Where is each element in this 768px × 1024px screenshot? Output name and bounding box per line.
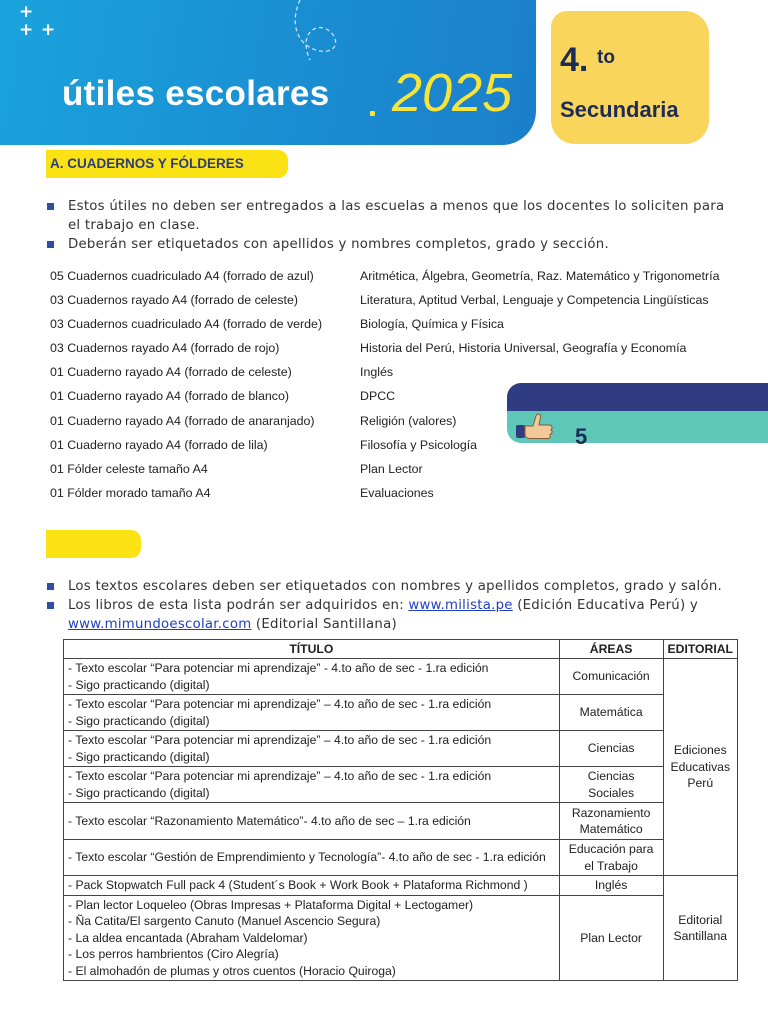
book-title: - Texto escolar “Para potenciar mi aprendizaje” – 4.to año de sec - 1.ra edición <box>68 697 492 711</box>
note-text: (Edición Educativa Perú) y <box>512 598 698 613</box>
section-a-label: A. CUADERNOS Y FÓLDERES <box>50 156 244 171</box>
table-row <box>64 876 738 896</box>
table-row <box>64 659 738 695</box>
section-b-notes <box>46 577 736 634</box>
book-title: - Texto escolar “Para potenciar mi aprendizaje” - 4.to año de sec - 1.ra edición <box>68 661 489 675</box>
note-bullet: Los textos escolares deben ser etiquetados con nombres y apellidos completos, grado y salón. <box>46 577 736 596</box>
book-title: - Texto escolar “Para potenciar mi aprendizaje” – 4.to año de sec - 1.ra edición <box>68 769 492 783</box>
year-label: 2025 <box>392 63 513 123</box>
grade-suffix: to <box>597 47 615 68</box>
plus-icon: + <box>19 20 34 40</box>
book-title: - Pack Stopwatch Full pack 4 (Student´s Book + Work Book + Plataforma Richmond ) <box>68 878 528 892</box>
book-area: Comunicación <box>559 659 663 695</box>
supply-item: 05 Cuadernos cuadriculado A4 (forrado de azul) <box>50 269 314 283</box>
badge-top-band <box>507 383 768 411</box>
book-area: Ciencias <box>559 731 663 767</box>
book-title-cell <box>64 731 560 767</box>
milista-link[interactable]: www.milista.pe <box>408 598 513 613</box>
book-title-cell <box>64 659 560 695</box>
supply-subject: Filosofía y Psicología <box>360 437 478 452</box>
list-item <box>50 459 750 483</box>
grade-level: Secundaria <box>560 97 679 122</box>
supply-item: 01 Fólder celeste tamaño A4 <box>50 461 208 476</box>
plus-icon: + <box>19 2 34 22</box>
book-title-cell <box>64 695 560 731</box>
supply-subject: Inglés <box>360 365 394 380</box>
thumbs-up-icon <box>515 413 555 443</box>
supply-subject: Religión (valores) <box>360 413 457 428</box>
supply-item: 03 Cuadernos rayado A4 (forrado de celeste) <box>50 293 298 308</box>
note-text: Los libros de esta lista podrán ser adquiridos en: <box>68 598 409 613</box>
book-title-cell <box>64 803 560 840</box>
list-item <box>50 266 750 290</box>
book-title: - Sigo practicando (digital) <box>68 785 210 800</box>
badge-count: 5 <box>575 424 588 449</box>
book-title: - Texto escolar “Gestión de Emprendimiento y Tecnología”- 4.to año de sec - 1.ra edición <box>68 850 546 865</box>
book-area: Razonamiento Matemático <box>559 803 663 840</box>
plus-icon: + <box>41 20 56 40</box>
note-bullet: Estos útiles no deben ser entregados a las escuelas a menos que los docentes lo soliciten para el trabajo en clase. <box>46 197 736 235</box>
book-editorial: Editorial Santillana <box>663 876 737 981</box>
note-bullet <box>46 596 736 634</box>
note-text: (Editorial Santillana) <box>251 617 397 632</box>
supply-subject: Plan Lector <box>360 461 423 476</box>
table-row <box>64 895 738 981</box>
book-area: Plan Lector <box>559 895 663 981</box>
book-title: - Sigo practicando (digital) <box>68 677 210 692</box>
rating-badge <box>507 383 768 461</box>
book-title-cell <box>64 767 560 803</box>
supply-item: 01 Cuaderno rayado A4 (forrado de blanco) <box>50 389 290 404</box>
list-item <box>50 290 750 314</box>
book-title-cell <box>64 840 560 876</box>
book-area: Inglés <box>559 876 663 896</box>
book-title-cell <box>64 895 560 981</box>
table-row <box>64 767 738 803</box>
column-header-areas: ÁREAS <box>559 640 663 659</box>
supply-item: 03 Cuadernos cuadriculado A4 (forrado de verde) <box>50 317 323 332</box>
supply-subject: Evaluaciones <box>360 485 434 500</box>
book-area: Ciencias Sociales <box>559 767 663 803</box>
supply-subject: DPCC <box>360 389 396 404</box>
book-editorial: Ediciones Educativas Perú <box>663 659 737 876</box>
list-item <box>50 338 750 362</box>
supply-subject: Historia del Perú, Historia Universal, Geografía y Economía <box>360 341 687 356</box>
book-title: - Texto escolar “Para potenciar mi aprendizaje” – 4.to año de sec - 1.ra edición <box>68 733 492 747</box>
table-header-row <box>64 640 738 659</box>
page-title: útiles escolares <box>62 74 330 113</box>
table-row <box>64 840 738 876</box>
header-banner <box>0 0 536 145</box>
book-title: - Sigo practicando (digital) <box>68 749 210 764</box>
book-area: Matemática <box>559 695 663 731</box>
mimundoescolar-link[interactable]: www.mimundoescolar.com <box>68 617 252 632</box>
dashed-curve-decoration <box>280 0 360 80</box>
grade-badge <box>551 11 709 144</box>
supply-subject: Aritmética, Álgebra, Geometría, Raz. Matemático y Trigonometría <box>360 269 720 283</box>
supply-subject: Literatura, Aptitud Verbal, Lenguaje y Competencia Lingüísticas <box>360 293 709 308</box>
note-bullet: Deberán ser etiquetados con apellidos y nombres completos, grado y sección. <box>46 235 736 254</box>
book-title: - La aldea encantada (Abraham Valdelomar) <box>68 930 308 945</box>
list-item <box>50 314 750 338</box>
book-title: - Texto escolar “Razonamiento Matemático”- 4.to año de sec – 1.ra edición <box>68 813 471 828</box>
section-a-notes <box>46 197 736 254</box>
table-row <box>64 695 738 731</box>
column-header-editorial: EDITORIAL <box>663 640 737 659</box>
section-b-heading <box>46 530 141 558</box>
book-title-cell <box>64 876 560 896</box>
book-title: - Ña Catita/El sargento Canuto (Manuel Ascencio Segura) <box>68 914 381 928</box>
supply-item: 01 Fólder morado tamaño A4 <box>50 485 211 500</box>
grade-number: 4. <box>560 41 589 79</box>
list-item <box>50 483 750 507</box>
supply-item: 01 Cuaderno rayado A4 (forrado de celeste) <box>50 365 292 380</box>
book-area: Educación para el Trabajo <box>559 840 663 876</box>
supply-item: 01 Cuaderno rayado A4 (forrado de anaranjado) <box>50 413 315 428</box>
supply-item: 01 Cuaderno rayado A4 (forrado de lila) <box>50 437 268 452</box>
book-title: - Los perros hambrientos (Ciro Alegría) <box>68 947 279 961</box>
table-row <box>64 731 738 767</box>
supply-subject: Biología, Química y Física <box>360 317 504 332</box>
book-title: - El almohadón de plumas y otros cuentos (Horacio Quiroga) <box>68 963 396 978</box>
book-title: - Sigo practicando (digital) <box>68 713 210 728</box>
section-a-heading <box>46 150 288 178</box>
books-table <box>63 639 738 981</box>
book-title: - Plan lector Loqueleo (Obras Impresas + Plataforma Digital + Lectogamer) <box>68 897 474 912</box>
supply-item: 03 Cuadernos rayado A4 (forrado de rojo) <box>50 341 280 356</box>
title-dot-decoration <box>370 111 375 116</box>
table-row <box>64 803 738 840</box>
column-header-title: TÍTULO <box>64 640 560 659</box>
